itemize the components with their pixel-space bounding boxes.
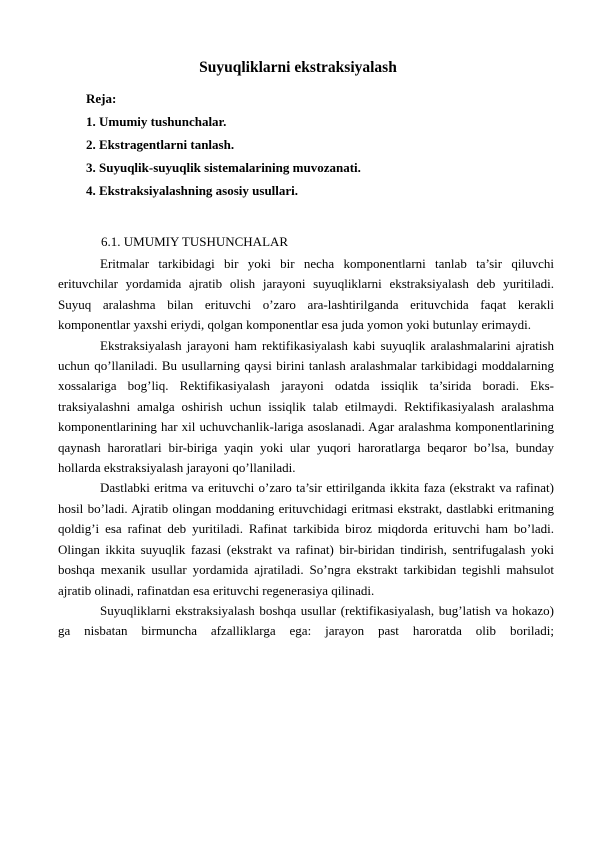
paragraph-2: Ekstraksiyalash jarayoni ham rektifikasiyalash kabi suyuqlik aralashmalarini ajratish uchun qo’llaniladi. Bu usullarning qaysi birini tanlash aralashmalar tarkibidagi moddalarning xossalariga bog’liq. Rektifikasiyalash jarayoni odatda issiqlik ta’sirida boradi. Eks-traksiyalashni amalga oshirish uchun issiqlik talab etilmaydi. Rektifikasiyalash aralashma komponentlarining har xil uchuvchanlik-lariga asoslanadi. Agar aralashma komponentlarining qaynash haroratlari bir-biriga yaqin yoki ular yuqori haroratlarga beqaror bo’lsa, bunday hollarda ekstraksiyalash jarayoni qo’llaniladi. (58, 337, 554, 476)
section-heading: 6.1. UMUMIY TUSHUNCHALAR (101, 234, 289, 249)
paragraph-3: Dastlabki eritma va erituvchi o’zaro ta’sir ettirilganda ikkita faza (ekstrakt va rafinat) hosil bo’ladi. Ajratib olingan moddaning erituvchidagi eritmasi ekstrakt, dastlabki eritmaning qoldig’i esa rafinat deb yuritiladi. Rafinat tarkibida biroz miqdorda erituvchi ham bo’ladi. Olingan ikkita suyuqlik fazasi (ekstrakt va rafinat) bir-biridan tindirish, sentrifugalash yoki boshqa mexanik usullar yordamida ajratiladi. So’ngra ekstrakt tarkibidan tegishli mahsulot ajratib olinadi, rafinatdan esa erituvchi regenerasiya qilinadi. (58, 480, 554, 598)
plan-item-3: 3. Suyuqlik-suyuqlik sistemalarining muvozanati. (86, 160, 361, 175)
paragraph-4: Suyuqliklarni ekstraksiyalash boshqa usullar (rektifikasiyalash, bug’latish va hokazo) ga nisbatan birmuncha afzalliklarga ega: jarayon past haroratda olib boriladi; (58, 602, 554, 639)
plan-item-2: 2. Ekstragentlarni tanlash. (86, 137, 235, 152)
plan-item-1: 1. Umumiy tushunchalar. (86, 114, 227, 129)
body-text (58, 254, 554, 642)
plan-heading: Reja: (86, 91, 117, 106)
page-title: Suyuqliklarni ekstraksiyalash (199, 59, 397, 76)
paragraph-1: Eritmalar tarkibidagi bir yoki bir necha komponentlarni tanlab ta’sir qiluvchi erituvchilar yordamida ajratib olish jarayoni suyuqliklarni ekstraksiyalash deb yuritiladi. Suyuq aralashma bilan erituvchi o’zaro ara-lashtirilganda erituvchida faqat kerakli komponentlar yaxshi eriydi, qolgan komponentlar esa juda yomon yoki butunlay erimaydi. (58, 256, 554, 333)
plan-item-4: 4. Ekstraksiyalashning asosiy usullari. (86, 183, 299, 198)
